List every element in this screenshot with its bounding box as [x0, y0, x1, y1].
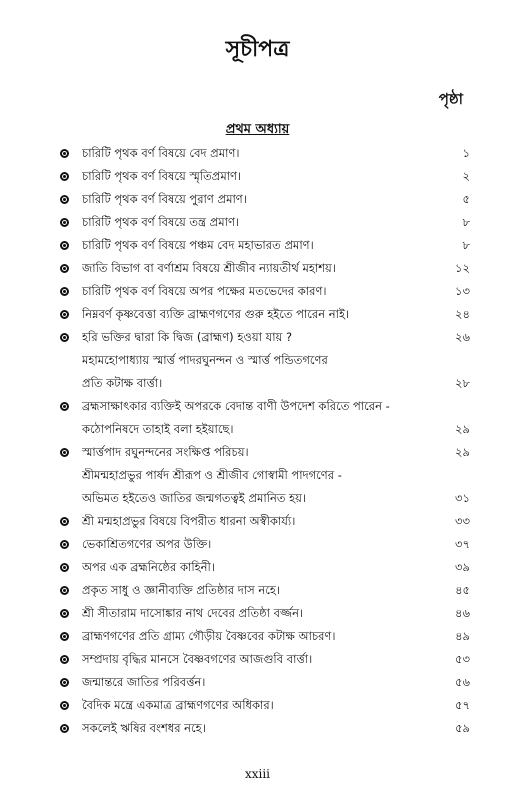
bullet-icon — [60, 172, 69, 181]
toc-entry-text: অপর এক ব্রহ্মনিষ্ঠের কাহিনী। — [82, 560, 215, 574]
toc-entry — [60, 257, 480, 280]
toc-entry-text: চারিটি পৃথক বর্ণ বিষয়ে পুরাণ প্রমাণ। — [82, 192, 247, 206]
bullet-icon — [60, 586, 69, 595]
toc-entry-page: ২৯ — [455, 445, 470, 459]
bullet-icon — [60, 264, 69, 273]
toc-entry — [60, 579, 480, 602]
toc-entry-page: ৮ — [462, 238, 470, 252]
bullet-icon — [60, 218, 69, 227]
toc-entry — [60, 142, 480, 165]
toc-entry — [60, 694, 480, 717]
toc-entry — [60, 349, 480, 395]
toc-entry-text: চারিটি পৃথক বর্ণ বিষয়ে বেদ প্রমাণ। — [82, 146, 240, 160]
page-column-header: পৃষ্ঠা — [438, 90, 463, 108]
toc-entry-page: ৫৭ — [455, 698, 470, 712]
toc-entry-text: চারিটি পৃথক বর্ণ বিষয়ে স্মৃতিপ্রমাণ। — [82, 169, 242, 183]
bullet-icon — [60, 333, 69, 342]
toc-entry-text: শ্রীমন্মহাপ্রভুর পার্ষদ শ্রীরূপ ও শ্রীজীব গোস্বামী পাদগণের - — [82, 468, 342, 482]
toc-entry-text: শ্রী মন্মহাপ্রভুর বিষয়ে বিপরীত ধারনা অস্বীকার্য্য। — [82, 514, 296, 528]
toc-entry-page: ২৮ — [455, 376, 470, 390]
toc-entry-page: ৪৫ — [455, 583, 470, 597]
bullet-icon — [60, 448, 69, 457]
bullet-icon — [60, 632, 69, 641]
toc-entry-text: বৈদিক মন্ত্রে একমাত্র ব্রাহ্মণগণের অধিকার। — [82, 698, 274, 712]
toc-entry-text: ভেকাশ্রিতগণের অপর উক্তি। — [82, 537, 212, 551]
bullet-icon — [60, 724, 69, 733]
bullet-icon — [60, 563, 69, 572]
toc-entry-text: সকলেই ঋষির বংশধর নহে। — [82, 721, 206, 735]
bullet-icon — [60, 241, 69, 250]
toc-entry — [60, 602, 480, 625]
toc-entry-page: ২৪ — [455, 307, 470, 321]
toc-entry — [60, 533, 480, 556]
toc-entry — [60, 326, 480, 349]
toc-entry-text: অভিমত হইতেও জাতির জন্মগতত্বই প্রমানিত হয়। — [82, 491, 307, 505]
chapter-heading: প্রথম অধ্যায় — [225, 122, 290, 137]
bullet-icon — [60, 149, 69, 158]
toc-entry-page: ১ — [462, 146, 470, 160]
bullet-icon — [60, 701, 69, 710]
toc-entry — [60, 441, 480, 464]
bullet-icon — [60, 310, 69, 319]
toc-entry-text: প্রকৃত সাধু ও জ্ঞানীব্যক্তি প্রতিষ্ঠার দাস নহে। — [82, 583, 280, 597]
toc-entry-page: ৫৯ — [455, 721, 470, 735]
bullet-icon — [60, 402, 69, 411]
toc-entry-text: মহামহোপাধ্যায় স্মার্ত্ত পাদরঘুনন্দন ও স্মার্ত্ত পন্ডিতগণের — [82, 353, 328, 367]
toc-entry — [60, 717, 480, 740]
toc-entry-page: ৩৯ — [455, 560, 470, 574]
toc-entry-page: ১২ — [455, 261, 470, 275]
toc-entry-text: জাতি বিভাগ বা বর্ণাশ্রম বিষয়ে শ্রীজীব ন্যায়তীর্থ মহাশয়। — [82, 261, 336, 275]
toc-entry — [60, 671, 480, 694]
page-title: সূচীপত্র — [225, 37, 290, 62]
toc-entry-text: চারিটি পৃথক বর্ণ বিষয়ে অপর পক্ষের মতভেদের কারণ। — [82, 284, 327, 298]
toc-entry-text: প্রতি কটাক্ষ বার্ত্তা। — [82, 376, 163, 390]
toc-entry-text: চারিটি পৃথক বর্ণ বিষয়ে তন্ত্র প্রমাণ। — [82, 215, 240, 229]
toc-entry — [60, 211, 480, 234]
toc-entry-page: ২৯ — [455, 422, 470, 436]
bullet-icon — [60, 195, 69, 204]
toc-entry — [60, 648, 480, 671]
toc-entry-page: ৪৬ — [455, 606, 470, 620]
bullet-icon — [60, 287, 69, 296]
toc-entry — [60, 165, 480, 188]
toc-entry-page: ৪৯ — [455, 629, 470, 643]
toc-entry-page: ৩৭ — [455, 537, 470, 551]
toc-list — [60, 142, 480, 740]
toc-entry-text: সম্প্রদায় বৃদ্ধির মানসে বৈষ্ণবগণের আজগুবি বার্ত্তা। — [82, 652, 313, 666]
toc-entry-text: চারিটি পৃথক বর্ণ বিষয়ে পঞ্চম বেদ মহাভারত প্রমাণ। — [82, 238, 314, 252]
toc-entry — [60, 280, 480, 303]
toc-entry — [60, 464, 480, 510]
toc-entry-page: ৫ — [462, 192, 470, 206]
toc-entry — [60, 303, 480, 326]
bullet-icon — [60, 540, 69, 549]
toc-entry — [60, 234, 480, 257]
toc-entry-page: ২ — [462, 169, 470, 183]
bullet-icon — [60, 678, 69, 687]
toc-entry-text: ব্রহ্মসাক্ষাৎকার ব্যক্তিই অপরকে বেদান্ত বাণী উপদেশ করিতে পারেন - — [82, 399, 390, 413]
toc-entry-page: ২৬ — [455, 330, 470, 344]
bullet-icon — [60, 655, 69, 664]
toc-entry-text: হরি ভক্তির দ্বারা কি দ্বিজ (ব্রাহ্মণ) হওয়া যায় ? — [82, 330, 293, 344]
toc-entry-page: ৫৩ — [455, 652, 470, 666]
toc-entry-text: শ্রী সীতারাম দাসোঙ্কার নাথ দেবের প্রতিষ্ঠা বর্জ্জন। — [82, 606, 304, 620]
toc-entry-page: ৩১ — [455, 491, 470, 505]
toc-entry-page: ৫৬ — [455, 675, 470, 689]
bullet-icon — [60, 609, 69, 618]
toc-entry-page: ৮ — [462, 215, 470, 229]
toc-entry-text: কঠোপনিষদে তাহাই বলা হইয়াছে। — [82, 422, 234, 436]
toc-entry-text: নিম্নবর্ণ কৃষ্ণবেত্তা ব্যক্তি ব্রাহ্মণগণের গুরু হইতে পারেন নাই। — [82, 307, 350, 321]
toc-entry-text: স্মার্ত্তপাদ রঘুনন্দনের সংক্ষিপ্ত পরিচয়। — [82, 445, 249, 459]
toc-entry — [60, 510, 480, 533]
toc-entry — [60, 188, 480, 211]
bullet-icon — [60, 517, 69, 526]
toc-entry-page: ৩৩ — [455, 514, 470, 528]
page-number-footer: xxiii — [244, 767, 271, 781]
toc-entry-text: জন্মান্তরে জাতির পরিবর্ত্তন। — [82, 675, 206, 689]
toc-entry-text: ব্রাহ্মণগণের প্রতি গ্রাম্য গৌড়ীয় বৈষ্ণবের কটাক্ষ আচরণ। — [82, 629, 336, 643]
toc-entry — [60, 395, 480, 441]
toc-entry — [60, 556, 480, 579]
toc-entry-page: ১৩ — [455, 284, 470, 298]
toc-entry — [60, 625, 480, 648]
